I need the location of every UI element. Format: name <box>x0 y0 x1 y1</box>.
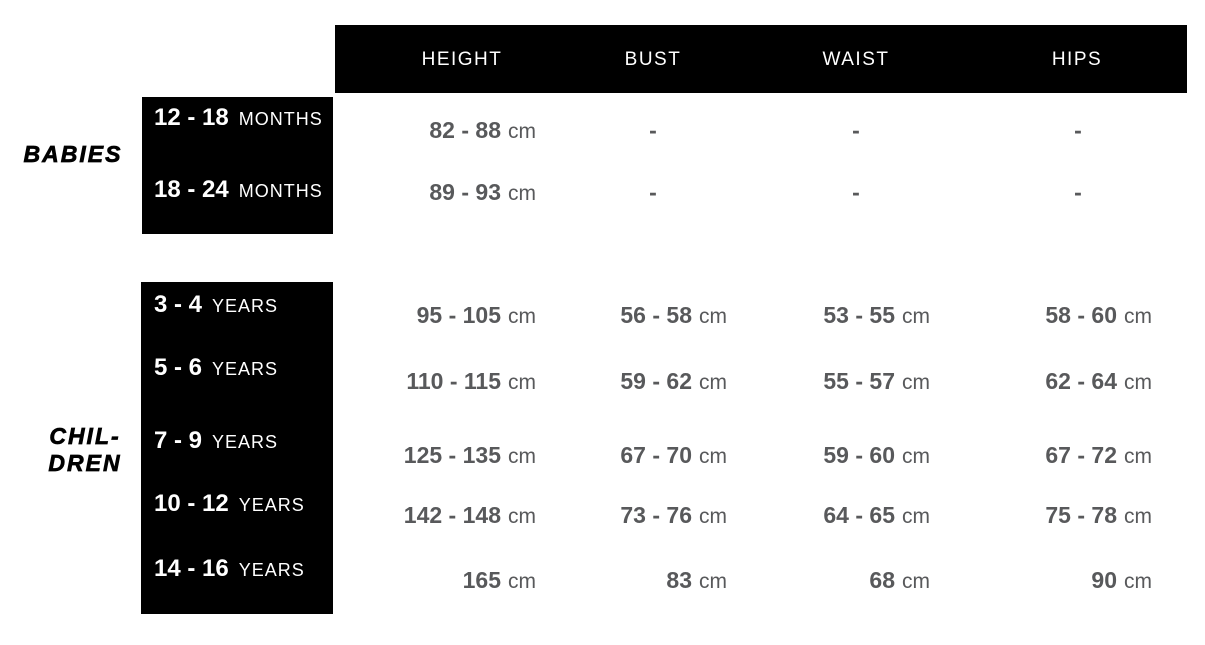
value-cell-waist <box>746 366 966 396</box>
measurement-unit: cm <box>508 182 536 205</box>
measurement-value: 58 - 60 <box>1045 302 1117 328</box>
measurement-unit: cm <box>699 305 727 328</box>
age-unit: MONTHS <box>238 109 323 129</box>
measurement-value: 95 - 105 <box>416 302 501 328</box>
value-cell-bust <box>543 300 763 330</box>
measurement-unit: cm <box>902 305 930 328</box>
measurement-value: 59 - 62 <box>620 368 692 394</box>
measurement-value: - <box>649 179 657 205</box>
measurement-unit: cm <box>699 505 727 528</box>
value-cell-hips <box>968 115 1188 145</box>
age-unit: YEARS <box>238 495 305 515</box>
measurement-unit: cm <box>902 505 930 528</box>
measurement-value: 125 - 135 <box>403 442 501 468</box>
value-cell-waist <box>746 440 966 470</box>
measurement-value: 142 - 148 <box>403 502 501 528</box>
value-cell-bust <box>543 177 763 207</box>
age-range: 3 - 4 <box>154 291 203 318</box>
value-cell-bust <box>543 500 763 530</box>
value-cell-waist <box>746 115 966 145</box>
header-column-hips: HIPS <box>1051 49 1103 70</box>
age-range: 12 - 18 <box>154 104 229 131</box>
header-column-height: HEIGHT <box>421 49 503 70</box>
value-cell-hips <box>968 500 1188 530</box>
age-label-12-18-months <box>154 104 323 132</box>
value-cell-height <box>352 177 572 207</box>
measurement-unit: cm <box>508 305 536 328</box>
measurement-unit: cm <box>902 570 930 593</box>
value-cell-waist <box>746 177 966 207</box>
value-cell-height <box>352 440 572 470</box>
measurement-value: 53 - 55 <box>823 302 895 328</box>
measurement-value: 82 - 88 <box>429 117 501 143</box>
age-label-10-12-years <box>154 490 305 518</box>
measurement-value: - <box>1074 179 1082 205</box>
group-label-children <box>10 423 160 477</box>
measurement-unit: cm <box>1124 305 1152 328</box>
measurement-value: 83 <box>666 567 692 593</box>
age-range: 5 - 6 <box>154 354 203 381</box>
age-range: 7 - 9 <box>154 427 203 454</box>
measurement-value: 73 - 76 <box>620 502 692 528</box>
measurement-unit: cm <box>508 505 536 528</box>
age-label-18-24-months <box>154 176 323 204</box>
value-cell-height <box>352 565 572 595</box>
measurement-value: - <box>852 117 860 143</box>
measurement-unit: cm <box>508 120 536 143</box>
value-cell-hips <box>968 177 1188 207</box>
age-range: 18 - 24 <box>154 176 229 203</box>
measurement-unit: cm <box>699 371 727 394</box>
measurement-value: 67 - 72 <box>1045 442 1117 468</box>
value-cell-waist <box>746 300 966 330</box>
value-cell-hips <box>968 300 1188 330</box>
age-range: 14 - 16 <box>154 555 229 582</box>
measurement-value: 68 <box>869 567 895 593</box>
measurement-value: 90 <box>1091 567 1117 593</box>
column-header-bar <box>335 25 1187 93</box>
measurement-unit: cm <box>699 570 727 593</box>
measurement-value: 56 - 58 <box>620 302 692 328</box>
measurement-unit: cm <box>508 445 536 468</box>
value-cell-height <box>352 500 572 530</box>
measurement-value: 89 - 93 <box>429 179 501 205</box>
age-label-5-6-years <box>154 354 278 382</box>
measurement-value: - <box>1074 117 1082 143</box>
age-unit: YEARS <box>212 432 279 452</box>
measurement-value: - <box>852 179 860 205</box>
group-label-line: CHIL- <box>49 423 121 449</box>
measurement-value: - <box>649 117 657 143</box>
value-cell-height <box>352 300 572 330</box>
measurement-value: 55 - 57 <box>823 368 895 394</box>
measurement-unit: cm <box>1124 570 1152 593</box>
value-cell-waist <box>746 565 966 595</box>
measurement-value: 64 - 65 <box>823 502 895 528</box>
header-column-bust: BUST <box>624 49 682 70</box>
age-unit: YEARS <box>212 296 279 316</box>
age-unit: MONTHS <box>238 181 323 201</box>
value-cell-bust <box>543 440 763 470</box>
age-unit: YEARS <box>212 359 279 379</box>
measurement-unit: cm <box>508 570 536 593</box>
measurement-value: 59 - 60 <box>823 442 895 468</box>
value-cell-bust <box>543 115 763 145</box>
measurement-unit: cm <box>902 445 930 468</box>
measurement-unit: cm <box>699 445 727 468</box>
value-cell-hips <box>968 366 1188 396</box>
measurement-value: 75 - 78 <box>1045 502 1117 528</box>
value-cell-hips <box>968 440 1188 470</box>
age-label-3-4-years <box>154 291 278 319</box>
measurement-value: 62 - 64 <box>1045 368 1117 394</box>
measurement-unit: cm <box>508 371 536 394</box>
value-cell-height <box>352 366 572 396</box>
value-cell-height <box>352 115 572 145</box>
header-column-waist: WAIST <box>822 49 890 70</box>
measurement-value: 165 <box>462 567 501 593</box>
age-label-7-9-years <box>154 427 278 455</box>
age-label-14-16-years <box>154 555 305 583</box>
measurement-unit: cm <box>1124 371 1152 394</box>
group-label-babies <box>0 141 146 168</box>
group-label-line: DREN <box>48 450 122 476</box>
measurement-unit: cm <box>902 371 930 394</box>
measurement-unit: cm <box>1124 445 1152 468</box>
measurement-unit: cm <box>1124 505 1152 528</box>
age-unit: YEARS <box>238 560 305 580</box>
age-range: 10 - 12 <box>154 490 229 517</box>
value-cell-bust <box>543 565 763 595</box>
measurement-value: 67 - 70 <box>620 442 692 468</box>
group-label-line: BABIES <box>23 141 123 167</box>
measurement-value: 110 - 115 <box>406 368 501 394</box>
value-cell-hips <box>968 565 1188 595</box>
value-cell-bust <box>543 366 763 396</box>
value-cell-waist <box>746 500 966 530</box>
